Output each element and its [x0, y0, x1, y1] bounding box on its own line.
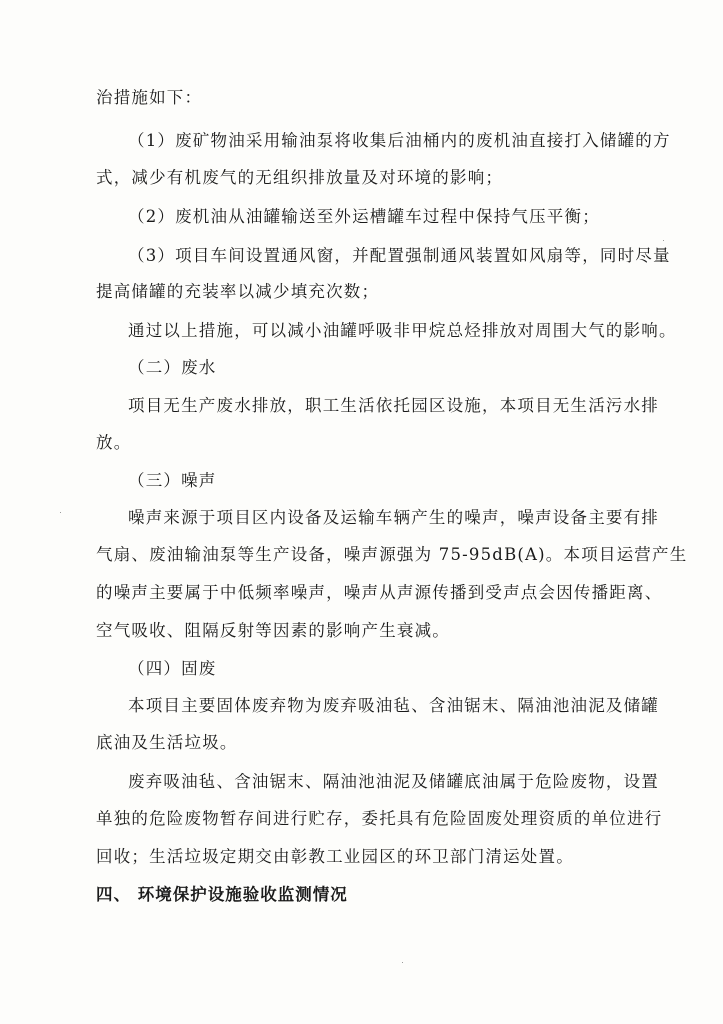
- text-line: 单独的危险废物暂存间进行贮存，委托具有危险固废处理资质的单位进行: [96, 809, 663, 828]
- text-line: 的噪声主要属于中低频率噪声，噪声从声源传播到受声点会因传播距离、: [96, 583, 663, 602]
- text-line: 底油及生活垃圾。: [96, 733, 238, 752]
- scan-speck: [663, 240, 664, 241]
- text-line: 空气吸收、阻隔反射等因素的影响产生衰减。: [96, 621, 450, 640]
- text-line: （1）废矿物油采用输油泵将收集后油桶内的废机油直接打入储罐的方: [128, 131, 671, 150]
- scan-speck: [60, 512, 61, 513]
- scan-speck: [402, 962, 403, 963]
- text-line: 提高储罐的充装率以减少填充次数；: [96, 282, 380, 301]
- text-line: 废弃吸油毡、含油锯末、隔油池油泥及储罐底油属于危险废物，设置: [128, 772, 659, 791]
- text-line: 通过以上措施，可以减小油罐呼吸非甲烷总烃排放对周围大气的影响。: [128, 321, 677, 340]
- subsection-heading: （二）废水: [128, 358, 217, 377]
- subsection-heading: （三）噪声: [128, 471, 217, 490]
- subsection-heading: （四）固废: [128, 659, 217, 678]
- text-line: 放。: [96, 433, 132, 452]
- text-line: 回收；生活垃圾定期交由彰教工业园区的环卫部门清运处置。: [96, 847, 574, 866]
- text-line: （3）项目车间设置通风窗，并配置强制通风装置如风扇等，同时尽量: [128, 246, 671, 265]
- section-heading: 四、 环境保护设施验收监测情况: [96, 885, 348, 904]
- text-line: 噪声来源于项目区内设备及运输车辆产生的噪声，噪声设备主要有排: [128, 508, 659, 527]
- text-line: 项目无生产废水排放，职工生活依托园区设施，本项目无生活污水排: [128, 396, 659, 415]
- text-line: 式，减少有机废气的无组织排放量及对环境的影响；: [96, 168, 504, 187]
- text-line: 治措施如下：: [96, 88, 203, 107]
- text-line: （2）废机油从油罐输送至外运槽罐车过程中保持气压平衡；: [128, 207, 600, 226]
- text-line: 本项目主要固体废弃物为废弃吸油毡、含油锯末、隔油池油泥及储罐: [128, 696, 659, 715]
- text-line: 气扇、废油输油泵等生产设备，噪声源强为 75-95dB(A)。本项目运营产生: [96, 545, 688, 564]
